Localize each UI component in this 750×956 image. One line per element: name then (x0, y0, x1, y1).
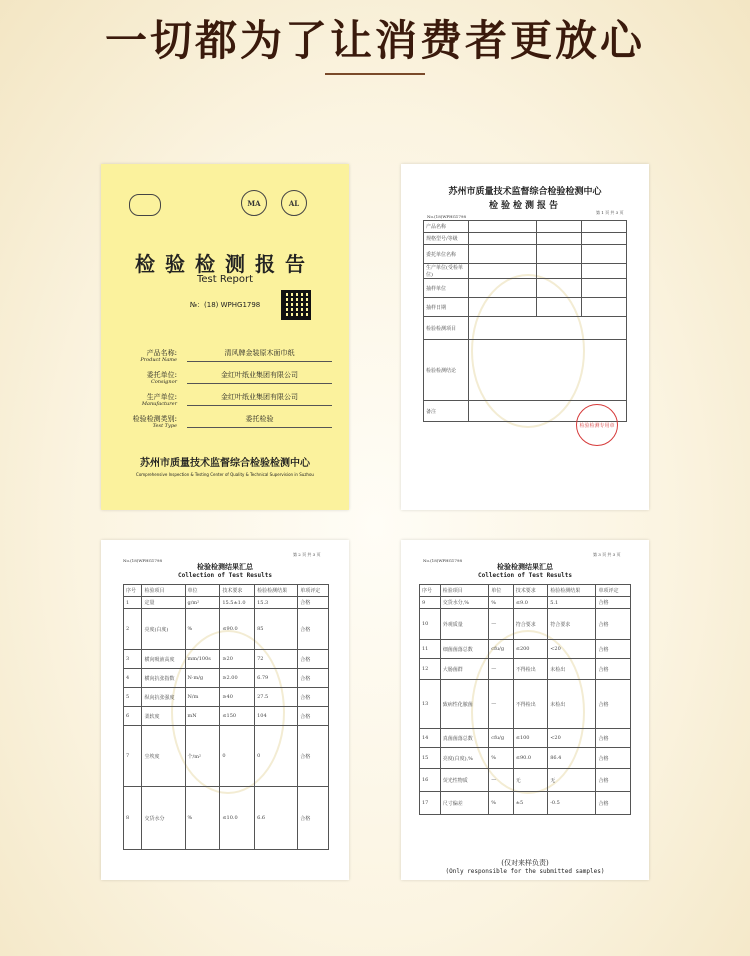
report-cover: MA AL 检验检测报告 Test Report №：(18) WPHG1798 产品名称: Product Name 清风牌金装原木面巾纸 委托单位: Consignor 金红叶纸业集团有限公司 生产单位: Manufacturer 金红叶纸业集团有限公司 检验检测类别: Test Type 委托检验 苏州市质量技术监督综合检验检测中心 Comprehensive Inspection & Testing Center of Quality & Technical Supervision in Suzhou (101, 164, 349, 510)
page1-title: 检验检测报告 (488, 201, 561, 211)
headline-divider (325, 73, 425, 75)
page2-page-number: 第 2 页 共 3 页 (293, 552, 321, 557)
page3-title: 检验检测结果汇总 (497, 562, 553, 571)
page3-report-number: No.(18)WPHG1798 (423, 558, 462, 563)
cover-title: 检验检测报告 (135, 252, 315, 276)
page3-title-en: Collection of Test Results (478, 572, 572, 579)
page1-table: 产品名称 规格型号/等级 委托单位名称 生产单位(受检单位) 抽样单位 抽样日期 检验检测项目 检验检测结论 备注 (423, 220, 627, 422)
page3-results-table: 序号 检验项目 单位 技术要求 检验检测结果 单项评定 9 交货水分,% % ≤9.0 5.1 合格 10 外观质量 — 符合要求 符合要求 合格 11 细菌菌落总数 cfu/g ≤200 <20 合格 12 大肠菌群 — 不得检出 未检出 合格 13 致病性化脓菌 — 不得检出 未检出 合格 14 真菌菌落总数 cfu/g ≤100 <20 合格 15 亮度(白度),% % ≤90.0 86.4 合格 16 荧光性物质 — 无 无 合格 17 尺寸偏差 % ±5 -0.5 合格 (419, 584, 631, 815)
cma-logo-icon: MA (241, 190, 267, 216)
report-page-3 (401, 540, 649, 880)
page1-page-number: 第 1 页 共 3 页 (596, 210, 624, 215)
page1-report-number: No.(18)WPHG1798 (427, 214, 466, 219)
page3-footer-en: (Only responsible for the submitted samples) (445, 868, 605, 875)
cal-logo-icon: AL (281, 190, 307, 216)
cover-organization: 苏州市质量技术监督综合检验检测中心 (140, 458, 310, 469)
report-page-1 (401, 164, 649, 510)
cover-report-number: №：(18) WPHG1798 (189, 301, 261, 309)
cover-subtitle: Test Report (196, 274, 254, 285)
page2-title-en: Collection of Test Results (178, 572, 272, 579)
page3-footer: (仅对来样负责) (501, 859, 549, 867)
page2-results-table: 序号 检验项目 单位 技术要求 检验检测结果 单项评定 1 定量 g/m² 15.5±1.0 15.3 合格 2 亮度(白度) % ≤90.0 85 合格 3 横向吸液高度 mm/100s ≥20 72 合格 4 横向抗张指数 N·m/g ≥2.00 6.79 合格 5 纵向抗张强度 N/m ≥40 27.5 合格 6 柔软度 mN ≤150 104 合格 7 尘埃度 个/m² 0 0 合格 8 交货水分 % ≤10.0 6.6 合格 (123, 584, 329, 850)
inspection-stamp-icon: 检验检测专用章 (576, 404, 618, 446)
page1-organization: 苏州市质量技术监督综合检验检测中心 (448, 187, 602, 197)
report-page-2 (101, 540, 349, 880)
qr-code-icon (281, 290, 311, 320)
page2-title: 检验检测结果汇总 (197, 562, 253, 571)
cnas-logo-icon (129, 194, 161, 216)
cover-organization-en: Comprehensive Inspection & Testing Center of Quality & Technical Supervision in Suzhou (136, 472, 314, 477)
page-headline: 一切都为了让消费者更放心 (104, 16, 645, 65)
page2-report-number: No.(18)WPHG1798 (123, 558, 162, 563)
page3-page-number: 第 3 页 共 3 页 (593, 552, 621, 557)
